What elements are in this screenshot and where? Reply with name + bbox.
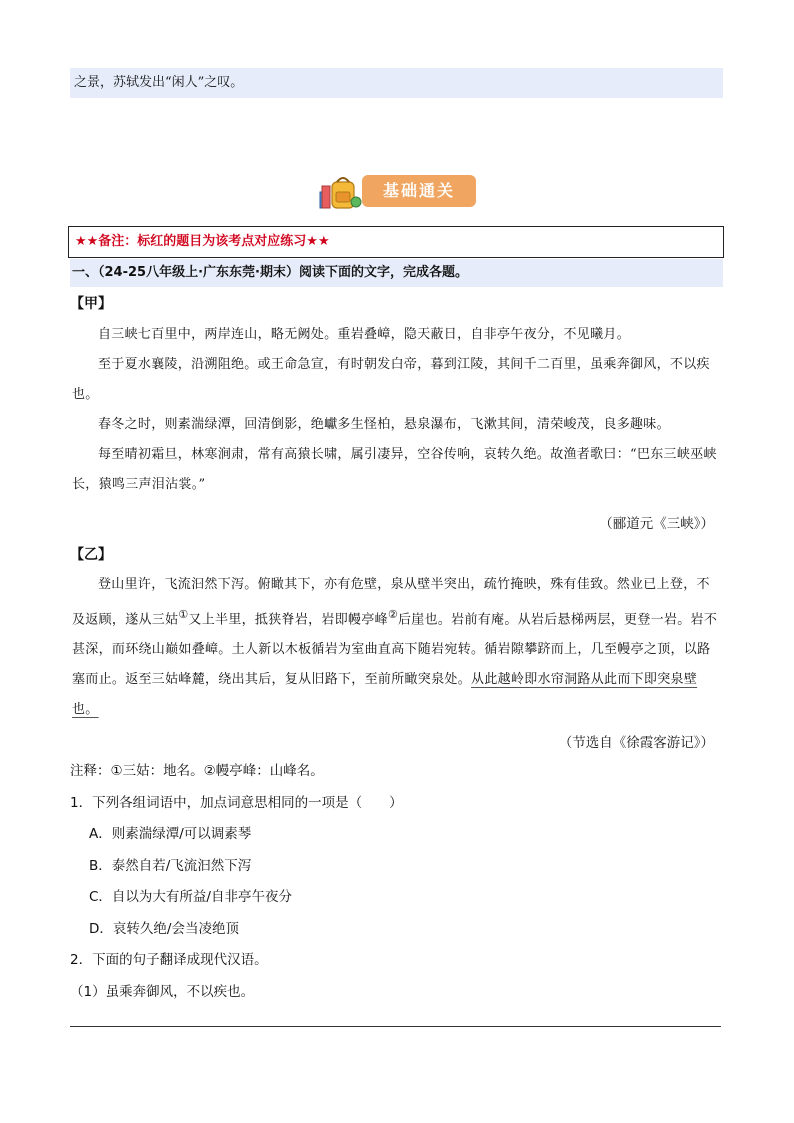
question-1-option-a[interactable]: A．则素湍绿潭/可以调素琴 [89, 826, 252, 842]
banner-title: 基础通关 [362, 175, 476, 207]
passage-a-source: （郦道元《三峡》） [599, 516, 714, 532]
section-b-label: 【乙】 [70, 547, 112, 563]
underlined-sentence: 从此越岭即水帘洞路从此而下即突泉壁也。 [72, 672, 698, 718]
question-1-option-c[interactable]: C．自以为大有所益/自非亭午夜分 [89, 889, 292, 905]
passage-a-paragraph: 春冬之时，则素湍绿潭，回清倒影，绝巘多生怪柏，悬泉瀑布，飞漱其间，清荣峻茂，良多趣味。 [98, 417, 670, 432]
question-heading-text: 一、（24-25八年级上·广东东莞·期末）阅读下面的文字，完成各题。 [72, 265, 468, 280]
passage-b-text-1: 登山里许，飞流汩然下泻。俯瞰其下，亦有危壁，泉从壁半突出，疏竹掩映，殊有佳致。然业已上登，不及返顾，遂从三姑 [72, 577, 710, 628]
passage-a-paragraph: 每至晴初霜旦，林寒涧肃，常有高猿长啸，属引凄异，空谷传响，哀转久绝。故渔者歌曰：“巴东三峡巫峡长，猿鸣三声泪沾裳。” [72, 447, 717, 492]
footnote-marker-2: ② [387, 608, 398, 621]
previous-text-band [70, 68, 723, 98]
passage-a-paragraph: 至于夏水襄陵，沿溯阻绝。或王命急宣，有时朝发白帝，暮到江陵，其间千二百里，虽乘奔御风，不以疾也。 [72, 357, 710, 402]
question-2-sub-1: （1）虽乘奔御风，不以疾也。 [70, 983, 255, 1000]
passage-a-paragraph: 自三峡七百里中，两岸连山，略无阙处。重岩叠嶂，隐天蔽日，自非亭午夜分，不见曦月。 [98, 327, 631, 342]
previous-text: 之景，苏轼发出“闲人”之叹。 [74, 75, 244, 90]
question-2-stem: 2．下面的句子翻译成现代汉语。 [70, 952, 268, 968]
practice-note-text: ★★备注：标红的题目为该考点对应练习★★ [75, 234, 330, 249]
schoolbag-books-icon [318, 172, 362, 212]
footnote-marker-1: ① [178, 608, 189, 621]
bottom-divider [70, 1026, 721, 1027]
section-banner [318, 172, 478, 212]
passage-a [72, 320, 722, 500]
question-1-option-b[interactable]: B．泰然自若/飞流汩然下泻 [89, 857, 252, 874]
questions [70, 756, 720, 1008]
question-1-option-d[interactable]: D．哀转久绝/会当凌绝顶 [89, 920, 239, 937]
annotation-notes: 注释：①三姑：地名。②幔亭峰：山峰名。 [70, 763, 324, 779]
passage-b-source: （节选自《徐霞客游记》） [558, 735, 714, 751]
passage-b-text-3: 后崖也。岩前有庵。从岩后悬梯两层，更登一岩。岩不甚深，而环绕山巅如叠嶂。土人新以木板循岩为室曲直高下随岩宛转。循岩隙攀跻而上，几至幔亭之顶，以路塞而止。返至三姑峰麓，绕出其后，复从旧路下，至前所瞰突泉处。 [72, 612, 718, 688]
question-heading [70, 259, 723, 287]
question-1-stem: 1．下列各组词语中，加点词意思相同的一项是（ ） [70, 794, 403, 811]
practice-note-box [68, 226, 724, 258]
passage-b-paragraph [72, 570, 722, 725]
section-a-label: 【甲】 [70, 296, 112, 312]
passage-b [72, 570, 722, 725]
passage-b-text-2: 又上半里，抵狭脊岩，岩即幔亭峰 [188, 612, 388, 628]
